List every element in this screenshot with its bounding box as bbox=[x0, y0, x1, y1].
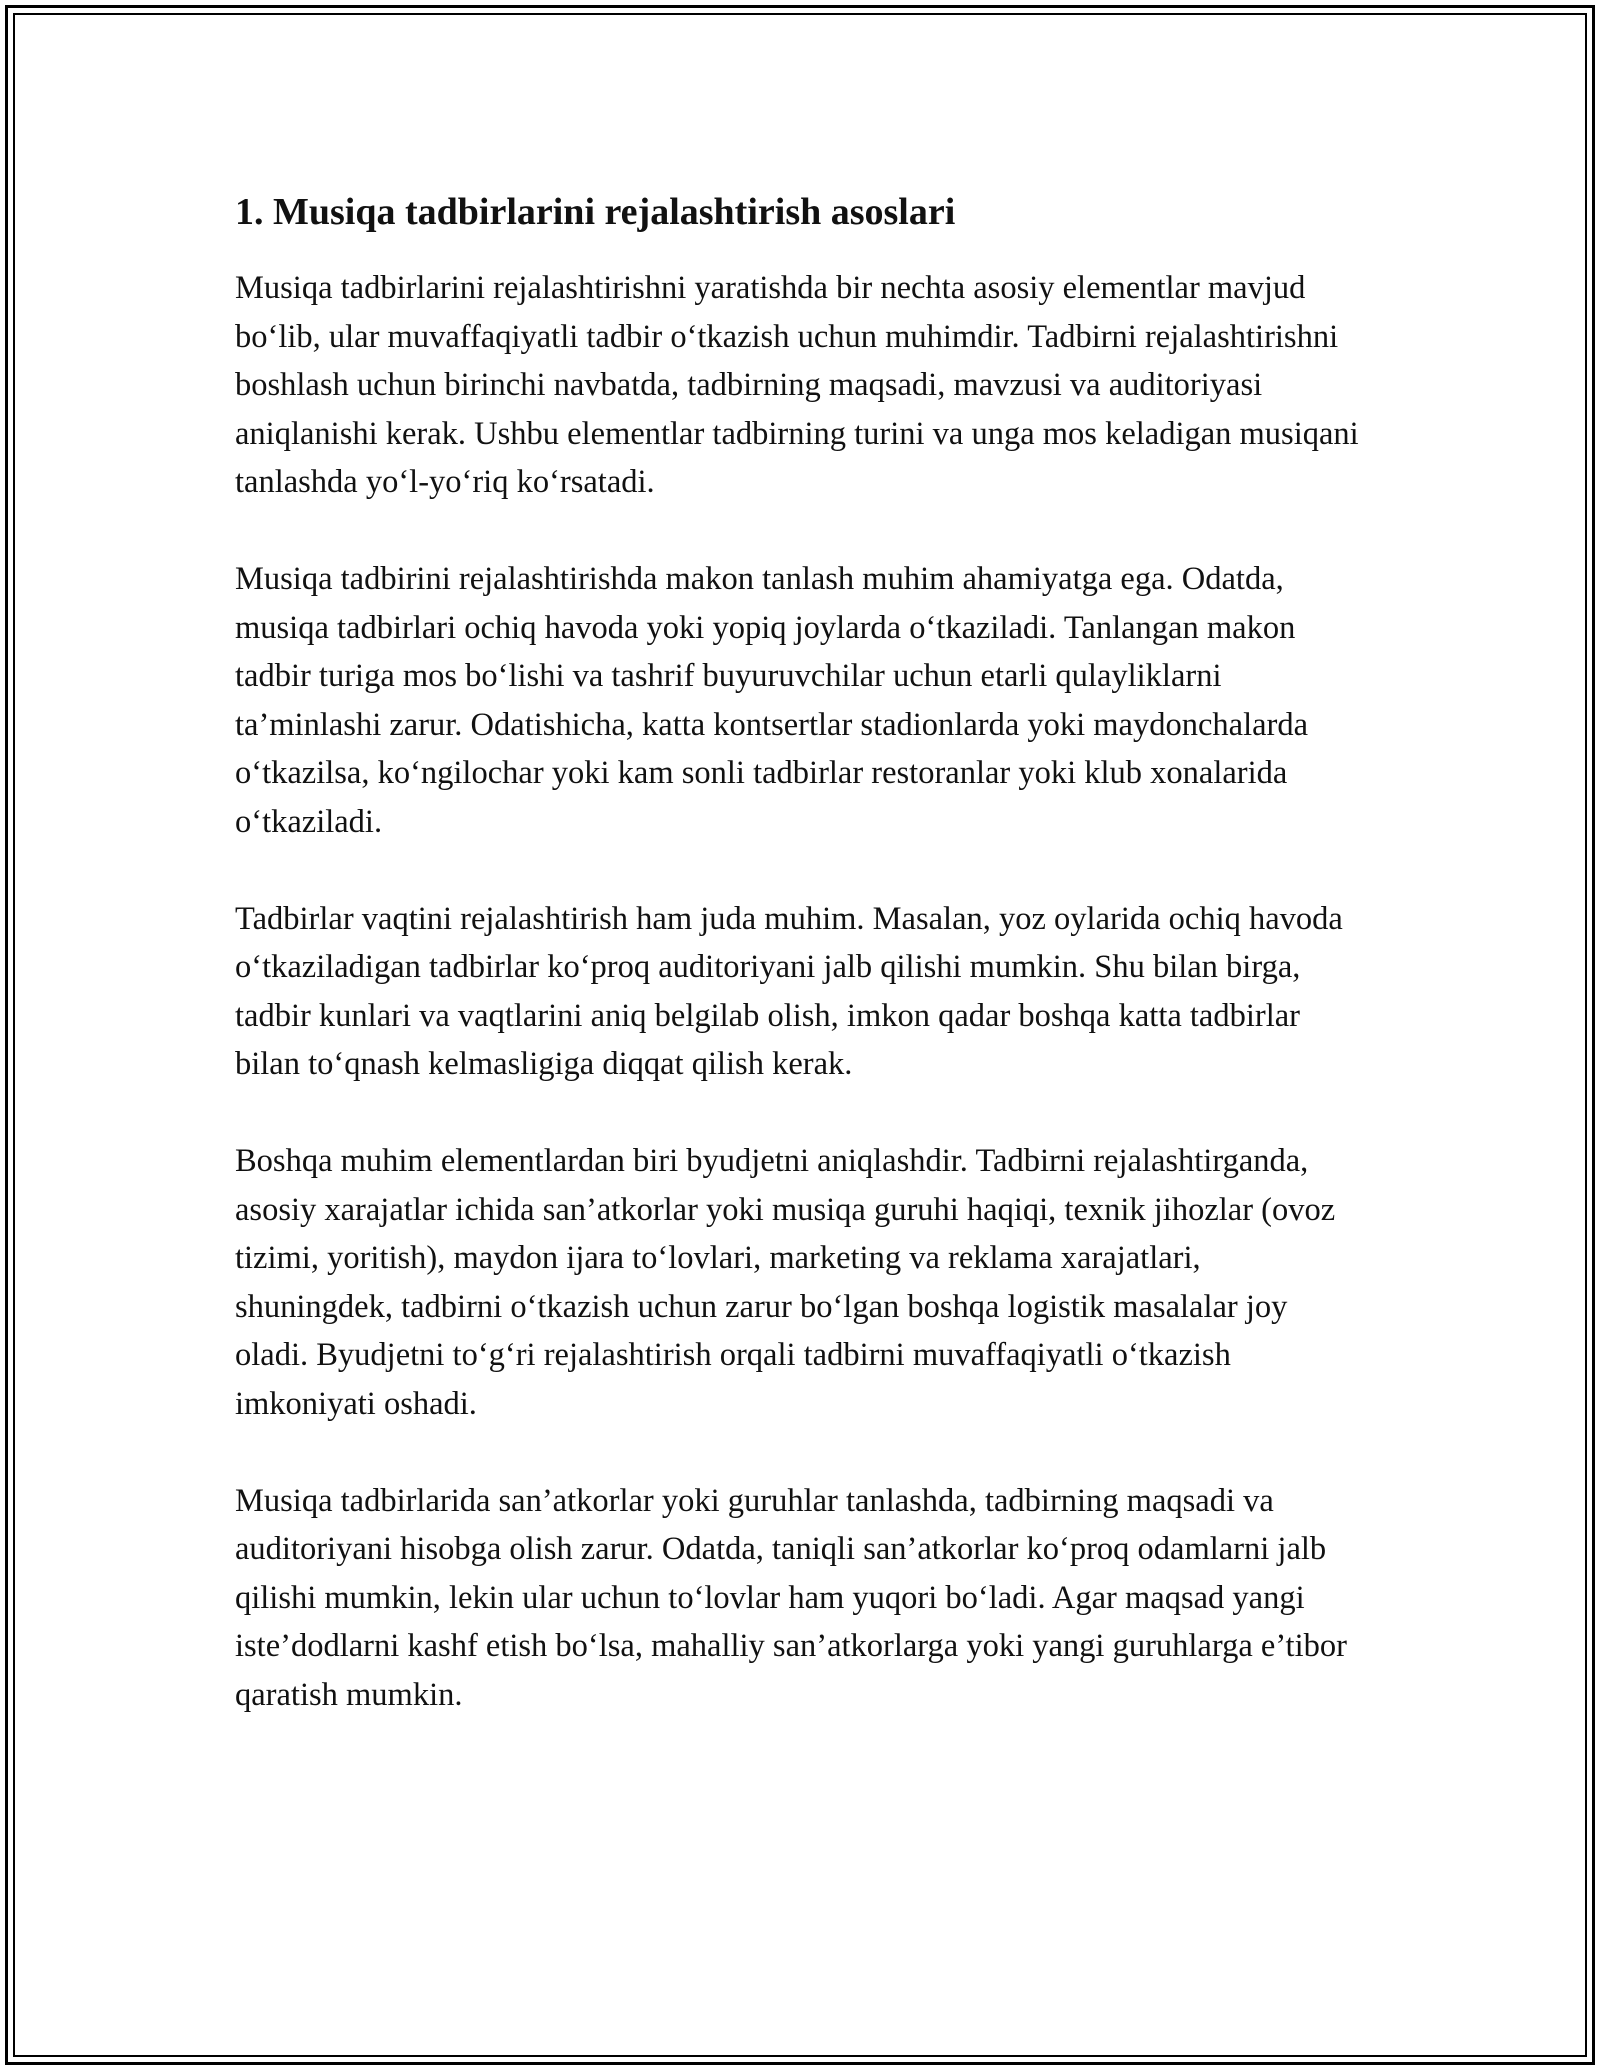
paragraph-4: Boshqa muhim elementlardan biri byudjetni aniqlashdir. Tadbirni rejalashtirganda, asosiy xarajatlar ichida san’atkorlar yoki musiqa guruhi haqiqi, texnik jihozlar (ovoz tizimi, yoritish), maydon ijara to‘lovlari, marketing va reklama xarajatlari, shuningdek, tadbirni o‘tkazish uchun zarur bo‘lgan boshqa logistik masalalar joy oladi. Byudjetni to‘g‘ri rejalashtirish orqali tadbirni muvaffaqiyatli o‘tkazish imkoniyati oshadi. bbox=[235, 1143, 1336, 1422]
document-body bbox=[235, 186, 1365, 1768]
paragraph-3: Tadbirlar vaqtini rejalashtirish ham juda muhim. Masalan, yoz oylarida ochiq havoda o‘tkaziladigan tadbirlar ko‘proq auditoriyani jalb qilishi mumkin. Shu bilan birga, tadbir kunlari va vaqtlarini aniq belgilab olish, imkon qadar boshqa katta tadbirlar bilan to‘qnash kelmasligiga diqqat qilish kerak. bbox=[235, 900, 1343, 1082]
paragraph-5: Musiqa tadbirlarida san’atkorlar yoki guruhlar tanlashda, tadbirning maqsadi va auditoriyani hisobga olish zarur. Odatda, taniqli san’atkorlar ko‘proq odamlarni jalb qilishi mumkin, lekin ular uchun to‘lovlar ham yuqori bo‘ladi. Agar maqsad yangi iste’dodlarni kashf etish bo‘lsa, mahalliy san’atkorlarga yoki yangi guruhlarga e’tibor qaratish mumkin. bbox=[235, 1482, 1347, 1713]
paragraph-2: Musiqa tadbirini rejalashtirishda makon tanlash muhim ahamiyatga ega. Odatda, musiqa tadbirlari ochiq havoda yoki yopiq joylarda o‘tkaziladi. Tanlangan makon tadbir turiga mos bo‘lishi va tashrif buyuruvchilar uchun etarli qulayliklarni ta’minlashi zarur. Odatishicha, katta kontsertlar stadionlarda yoki maydonchalarda o‘tkazilsa, ko‘ngilochar yoki kam sonli tadbirlar restoranlar yoki klub xonalarida o‘tkaziladi. bbox=[235, 561, 1309, 840]
section-heading: 1. Musiqa tadbirlarini rejalashtirish asoslari bbox=[235, 191, 956, 233]
paragraph-1: Musiqa tadbirlarini rejalashtirishni yaratishda bir nechta asosiy elementlar mavjud bo‘lib, ular muvaffaqiyatli tadbir o‘tkazish uchun muhimdir. Tadbirni rejalashtirishni boshlash uchun birinchi navbatda, tadbirning maqsadi, mavzusi va auditoriyasi aniqlanishi kerak. Ushbu elementlar tadbirning turini va unga mos keladigan musiqani tanlashda yo‘l-yo‘riq ko‘rsatadi. bbox=[235, 270, 1359, 500]
